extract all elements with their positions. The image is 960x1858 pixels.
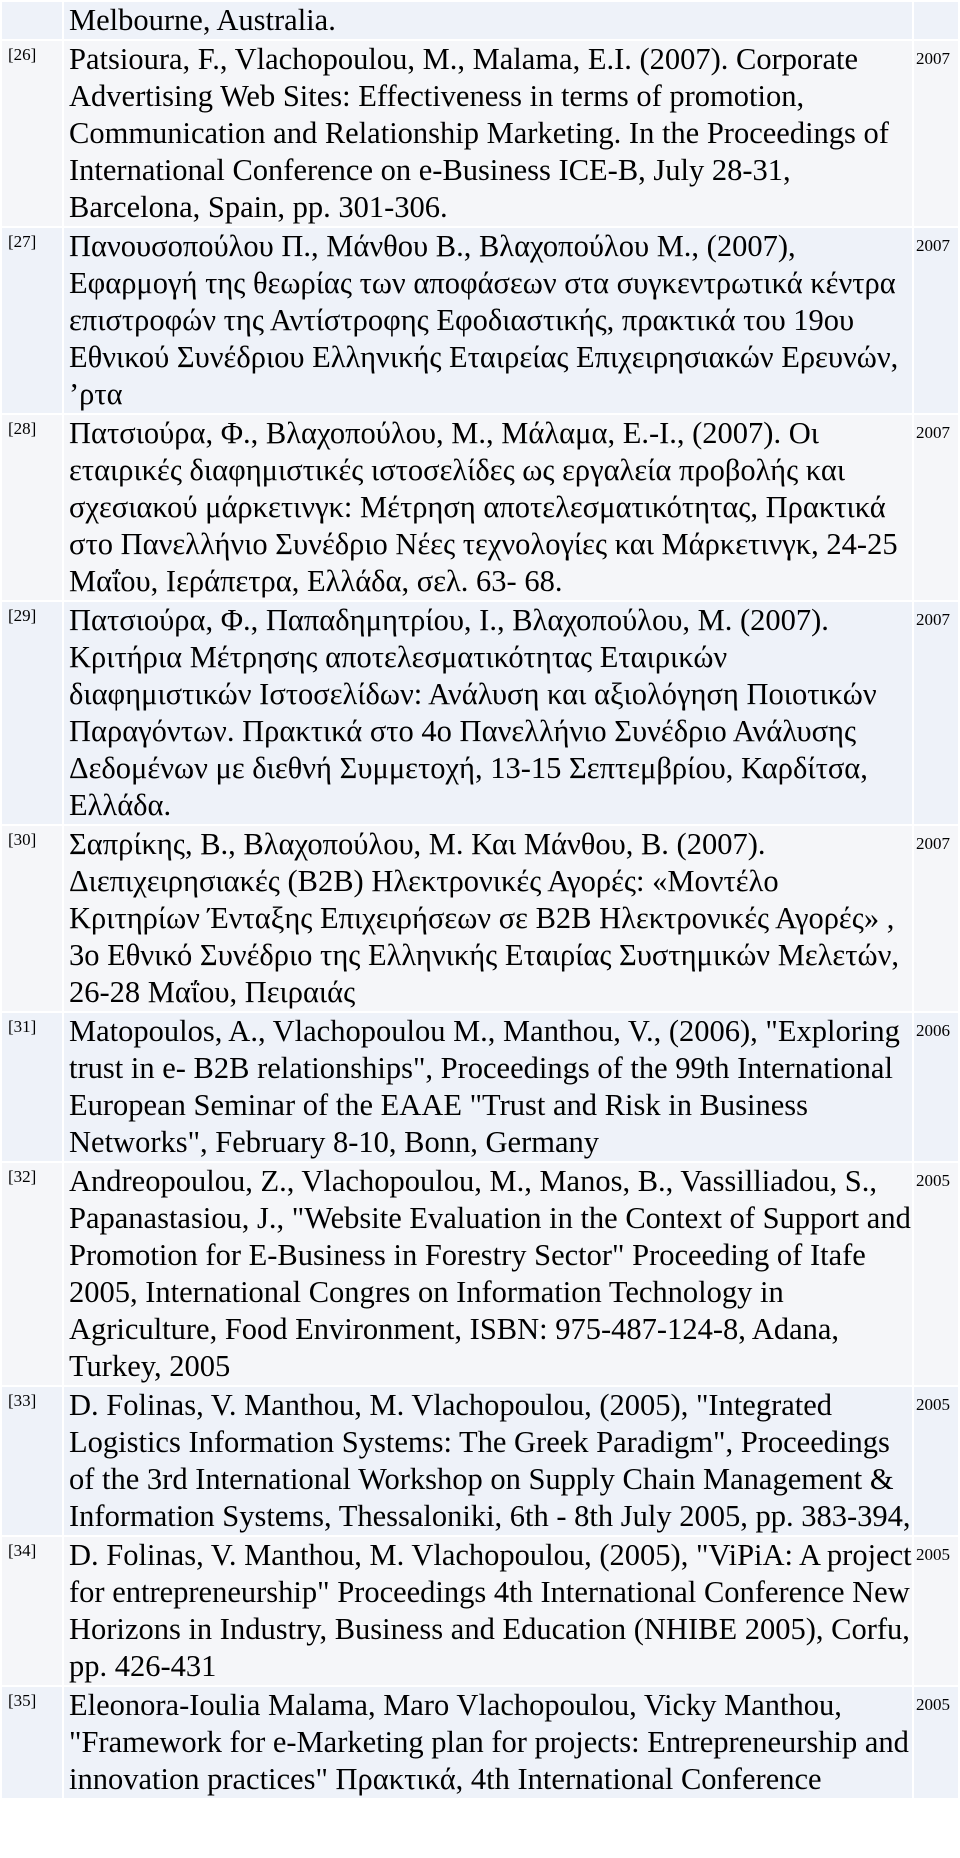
table-row xyxy=(2,602,958,824)
reference-year: 2005 xyxy=(914,1687,958,1798)
reference-text: D. Folinas, V. Manthou, M. Vlachopoulou, (2005), "ViPiA: A project for entrepreneurship" Proceedings 4th International Conference New Horizons in Industry, Business and Education (NHIBE 2005), Corfu, pp. 426-431 xyxy=(64,1537,912,1685)
reference-number: [26] xyxy=(2,41,62,226)
reference-text: Melbourne, Australia. xyxy=(64,2,912,39)
reference-text: Patsioura, F., Vlachopoulou, M., Malama, E.I. (2007). Corporate Advertising Web Sites: Effectiveness in terms of promotion, Communication and Relationship Marketing. In the Proceedings of International Conference on e-Business ICE-B, July 28-31, Barcelona, Spain, pp. 301-306. xyxy=(64,41,912,226)
reference-number: [28] xyxy=(2,415,62,600)
reference-year: 2005 xyxy=(914,1537,958,1685)
reference-number: [35] xyxy=(2,1687,62,1798)
reference-text: Πανουσοπούλου Π., Μάνθου Β., Βλαχοπούλου Μ., (2007), Εφαρμογή της θεωρίας των αποφάσεων στα συγκεντρωτικά κέντρα επιστροφών της Αντίστροφης Εφοδιαστικής, πρακτικά του 19ου Εθνικού Συνέδριου Ελληνικής Εταιρείας Επιχειρησιακών Ερευνών, ’ρτα xyxy=(64,228,912,413)
table-row xyxy=(2,228,958,413)
reference-number xyxy=(2,2,62,39)
reference-text: Πατσιούρα, Φ., Παπαδημητρίου, Ι., Βλαχοπούλου, Μ. (2007). Κριτήρια Μέτρησης αποτελεσματικότητας Εταιρικών διαφημιστικών Ιστοσελίδων: Ανάλυση και αξιολόγηση Ποιοτικών Παραγόντων. Πρακτικά στο 4ο Πανελλήνιο Συνέδριο Ανάλυσης Δεδομένων με διεθνή Συμμετοχή, 13-15 Σεπτεμβρίου, Καρδίτσα, Ελλάδα. xyxy=(64,602,912,824)
reference-text: D. Folinas, V. Manthou, M. Vlachopoulou, (2005), "Integrated Logistics Information Systems: The Greek Paradigm", Proceedings of the 3rd International Workshop on Supply Chain Management & Information Systems, Thessaloniki, 6th - 8th July 2005, pp. 383-394, xyxy=(64,1387,912,1535)
reference-year: 2007 xyxy=(914,41,958,226)
table-row xyxy=(2,41,958,226)
reference-year: 2007 xyxy=(914,602,958,824)
reference-text: Andreopoulou, Z., Vlachopoulou, M., Manos, B., Vassilliadou, S., Papanastasiou, J., "Website Evaluation in the Context of Support and Promotion for E-Business in Forestry Sector" Proceeding of Itafe 2005, International Congres on Information Technology in Agriculture, Food Environment, ISBN: 975-487-124-8, Adana, Turkey, 2005 xyxy=(64,1163,912,1385)
table-row xyxy=(2,1163,958,1385)
reference-number: [32] xyxy=(2,1163,62,1385)
reference-text: Eleonora-Ioulia Malama, Maro Vlachopoulou, Vicky Manthou, "Framework for e-Marketing plan for projects: Entrepreneurship and innovation practices" Πρακτικά, 4th International Conference xyxy=(64,1687,912,1798)
table-row xyxy=(2,1013,958,1161)
reference-number: [33] xyxy=(2,1387,62,1535)
reference-year: 2005 xyxy=(914,1163,958,1385)
reference-number: [34] xyxy=(2,1537,62,1685)
table-row xyxy=(2,1687,958,1798)
reference-year: 2007 xyxy=(914,228,958,413)
reference-number: [30] xyxy=(2,826,62,1011)
table-row xyxy=(2,1537,958,1685)
reference-year: 2007 xyxy=(914,826,958,1011)
table-row xyxy=(2,415,958,600)
reference-text: Σαπρίκης, Β., Βλαχοπούλου, Μ. Και Μάνθου, Β. (2007). Διεπιχειρησιακές (B2B) Ηλεκτρονικές Αγορές: «Μοντέλο Κριτηρίων Ένταξης Επιχειρήσεων σε B2B Ηλεκτρονικές Αγορές» , 3ο Εθνικό Συνέδριο της Ελληνικής Εταιρίας Συστημικών Μελετών, 26-28 Μαΐου, Πειραιάς xyxy=(64,826,912,1011)
reference-year xyxy=(914,2,958,39)
table-row xyxy=(2,2,958,39)
reference-text: Πατσιούρα, Φ., Βλαχοπούλου, Μ., Μάλαμα, Ε.-Ι., (2007). Οι εταιρικές διαφημιστικές ιστοσελίδες ως εργαλεία προβολής και σχεσιακού μάρκετινγκ: Μέτρηση αποτελεσματικότητας, Πρακτικά στο Πανελλήνιο Συνέδριο Νέες τεχνολογίες και Μάρκετινγκ, 24-25 Μαΐου, Ιεράπετρα, Ελλάδα, σελ. 63- 68. xyxy=(64,415,912,600)
reference-number: [27] xyxy=(2,228,62,413)
reference-year: 2005 xyxy=(914,1387,958,1535)
reference-number: [31] xyxy=(2,1013,62,1161)
reference-year: 2007 xyxy=(914,415,958,600)
reference-number: [29] xyxy=(2,602,62,824)
reference-text: Matopoulos, A., Vlachopoulou M., Manthou, V., (2006), "Exploring trust in e- B2B relationships", Proceedings of the 99th International European Seminar of the EAAE "Trust and Risk in Business Networks", February 8-10, Bonn, Germany xyxy=(64,1013,912,1161)
table-row xyxy=(2,826,958,1011)
table-row xyxy=(2,1387,958,1535)
reference-year: 2006 xyxy=(914,1013,958,1161)
